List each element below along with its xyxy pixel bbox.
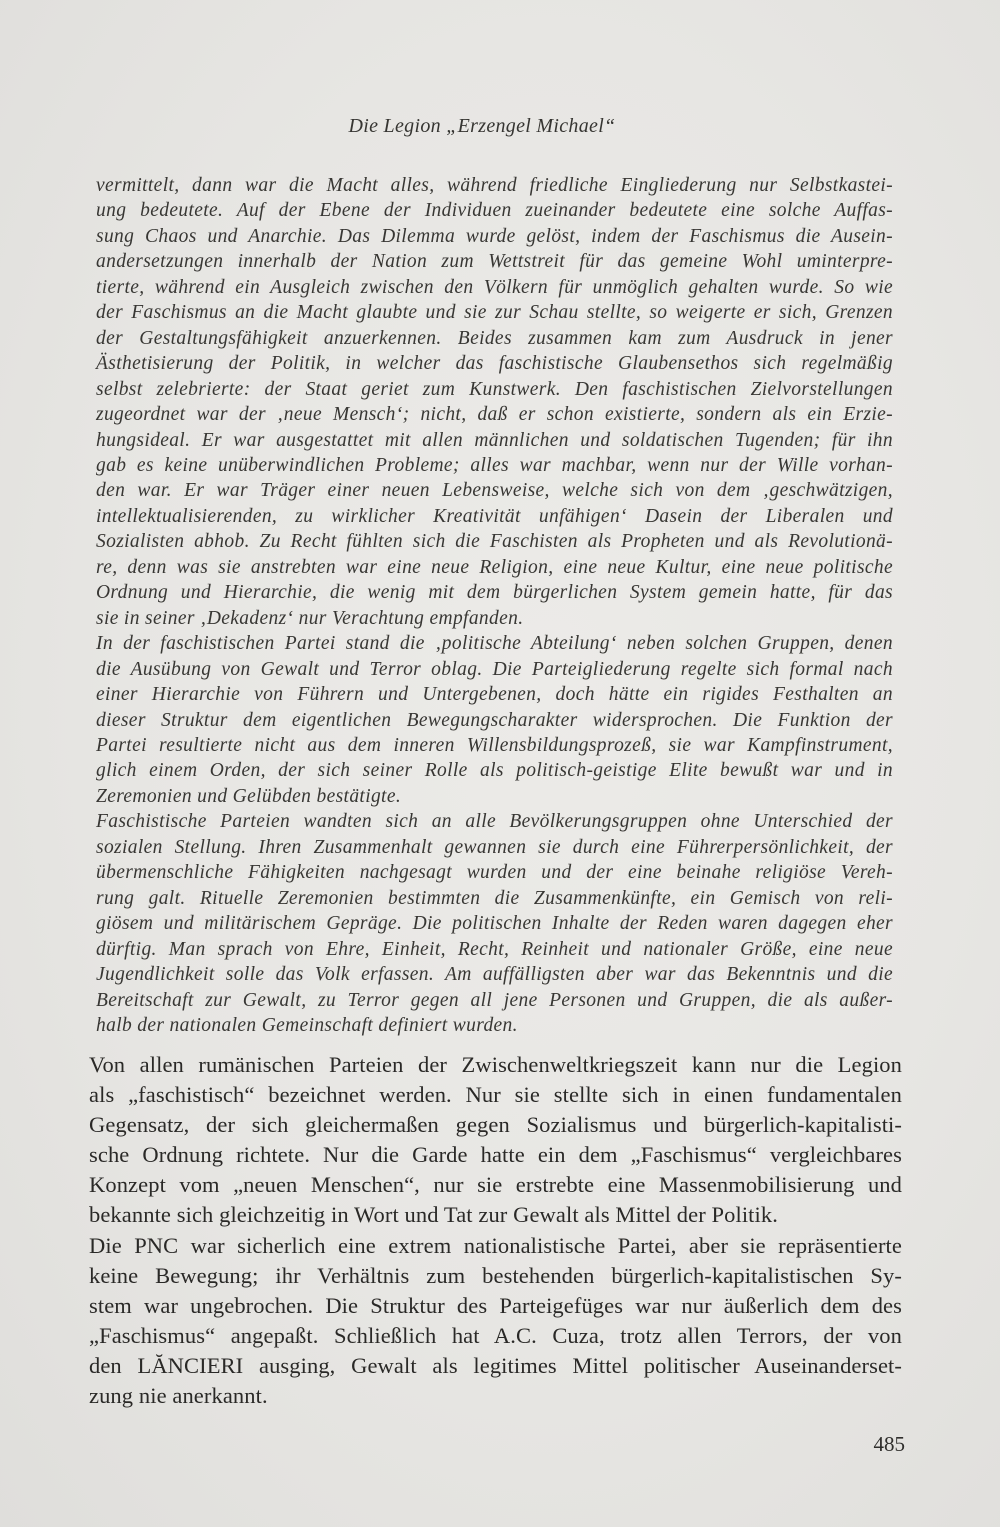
quotation-paragraph (96, 173, 893, 631)
text-line: Von allen rumänischen Parteien der Zwischenweltkriegszeit kann nur die Legion (89, 1052, 902, 1077)
page-number: 485 (873, 1432, 905, 1456)
text-line: Ästhetisierung der Politik, in welcher das faschistische Glaubensethos sich regelmäßig (96, 353, 893, 375)
text-line: Zeremonien und Gelübden bestätigte. (96, 785, 402, 807)
text-line: intellektualisierenden, zu wirklicher Kreativität unfähigen‘ Dasein der Liberalen und (96, 505, 893, 527)
text-line: dieser Struktur dem eigentlichen Bewegungscharakter widersprochen. Die Funktion der (96, 709, 893, 731)
text-line: sie in seiner ‚Dekadenz‘ nur Verachtung empfanden. (96, 607, 524, 629)
text-line: Partei resultierte nicht aus dem inneren Willensbildungsprozeß, sie war Kampfinstrument, (96, 734, 893, 756)
text-line: vermittelt, dann war die Macht alles, während friedliche Eingliederung nur Selbstkastei- (96, 175, 893, 196)
text-line: halb der nationalen Gemeinschaft definiert wurden. (96, 1014, 518, 1036)
text-line: rung galt. Rituelle Zeremonien bestimmten die Zusammenkünfte, ein Gemisch von reli- (96, 887, 893, 909)
text-line: Gegensatz, der sich gleichermaßen gegen Sozialismus und bürgerlich-kapitalisti- (89, 1112, 902, 1138)
text-line: bekannte sich gleichzeitig in Wort und Tat zur Gewalt als Mittel der Politik. (89, 1202, 778, 1228)
text-line: zung nie anerkannt. (89, 1383, 268, 1409)
text-line: Faschistische Parteien wandten sich an alle Bevölkerungsgruppen ohne Unterschied der (96, 811, 893, 833)
body-text (89, 1050, 902, 1411)
text-line: hungsideal. Er war ausgestattet mit allen männlichen und soldatischen Tugenden; für ihn (96, 429, 893, 451)
text-line: tierte, während ein Ausgleich zwischen den Völkern für unmöglich gehalten wurde. So wie (96, 276, 893, 298)
text-line: sozialen Stellung. Ihren Zusammenhalt gewannen sie durch eine Führerpersönlichkeit, der (96, 836, 893, 858)
text-line: „Faschismus“ angepaßt. Schließlich hat A.C. Cuza, trotz allen Terrors, der von (89, 1322, 902, 1348)
text-line: zugeordnet war der ‚neue Mensch‘; nicht, daß er schon existierte, sondern als ein Erzie- (96, 404, 893, 426)
text-line: sung Chaos und Anarchie. Das Dilemma wurde gelöst, indem der Faschismus die Ausein- (96, 225, 893, 247)
text-line: den war. Er war Träger einer neuen Lebensweise, welche sich von dem ‚geschwätzigen, (96, 480, 893, 502)
quotation-paragraph (96, 631, 893, 809)
text-line: sche Ordnung richtete. Nur die Garde hatte ein dem „Faschismus“ vergleichbares (89, 1142, 902, 1168)
text-line: dürftig. Man sprach von Ehre, Einheit, Recht, Reinheit und nationaler Größe, eine neue (96, 938, 893, 960)
text-line: keine Bewegung; ihr Verhältnis zum bestehenden bürgerlich-kapitalistischen Sy- (89, 1262, 902, 1288)
text-line: Jugendlichkeit solle das Volk erfassen. Am auffälligsten aber war das Bekenntnis und die (96, 964, 893, 986)
text-line: stem war ungebrochen. Die Struktur des Parteigefüges war nur äußerlich dem des (89, 1292, 902, 1318)
body-paragraph (89, 1050, 902, 1231)
text-line: Ordnung und Hierarchie, die wenig mit dem bürgerlichen System gemein hatte, für das (96, 582, 893, 604)
text-line: einer Hierarchie von Führern und Untergebenen, doch hätte ein rigides Festhalten an (96, 684, 893, 706)
text-line: ung bedeutete. Auf der Ebene der Individuen zueinander bedeutete eine solche Auffas- (96, 200, 893, 222)
text-line: In der faschistischen Partei stand die ‚politische Abteilung‘ neben solchen Gruppen, denen (96, 633, 893, 655)
text-line: selbst zelebrierte: der Staat geriet zum Kunstwerk. Den faschistischen Zielvorstellungen (96, 378, 893, 400)
text-line: die Ausübung von Gewalt und Terror oblag. Die Parteigliederung regelte sich formal nach (96, 658, 893, 680)
text-line: giösem und militärischem Gepräge. Die politischen Inhalte der Reden waren dagegen eher (96, 913, 893, 935)
quotation-block (96, 173, 893, 1038)
text-line: übermenschliche Fähigkeiten nachgesagt wurden und der eine beinahe religiöse Vereh- (96, 862, 893, 884)
text-line: andersetzungen innerhalb der Nation zum Wettstreit für das gemeine Wohl uminterpre- (96, 251, 893, 273)
text-line: Bereitschaft zur Gewalt, zu Terror gegen all jene Personen und Gruppen, die als außer- (96, 989, 893, 1011)
text-line: gab es keine unüberwindlichen Probleme; alles war machbar, wenn nur der Wille vorhan- (96, 454, 893, 476)
body-paragraph (89, 1231, 902, 1412)
text-line: der Faschismus an die Macht glaubte und sie zur Schau stellte, so weigerte er sich, Grenzen (96, 302, 893, 324)
text-line: der Gestaltungsfähigkeit anzuerkennen. Beides zusammen kam zum Ausdruck in jener (96, 327, 893, 349)
running-head: Die Legion „Erzengel Michael“ (348, 115, 616, 137)
text-line: als „faschistisch“ bezeichnet werden. Nur sie stellte sich in einen fundamentalen (89, 1082, 902, 1108)
text-line: glich einem Orden, der sich seiner Rolle als politisch-geistige Elite bewußt war und in (96, 760, 893, 782)
text-line: den LĂNCIERI ausging, Gewalt als legitimes Mittel politischer Auseinanderset- (89, 1352, 902, 1378)
text-line: re, denn was sie anstrebten war eine neue Religion, eine neue Kultur, eine neue politische (96, 556, 893, 578)
text-line: Die PNC war sicherlich eine extrem nationalistische Partei, aber sie repräsentierte (89, 1232, 902, 1258)
text-line: Konzept vom „neuen Menschen“, nur sie erstrebte eine Massenmobilisierung und (89, 1172, 902, 1198)
text-line: Sozialisten abhob. Zu Recht fühlten sich die Faschisten als Propheten und als Revolutionä- (96, 531, 893, 553)
quotation-paragraph (96, 809, 893, 1038)
